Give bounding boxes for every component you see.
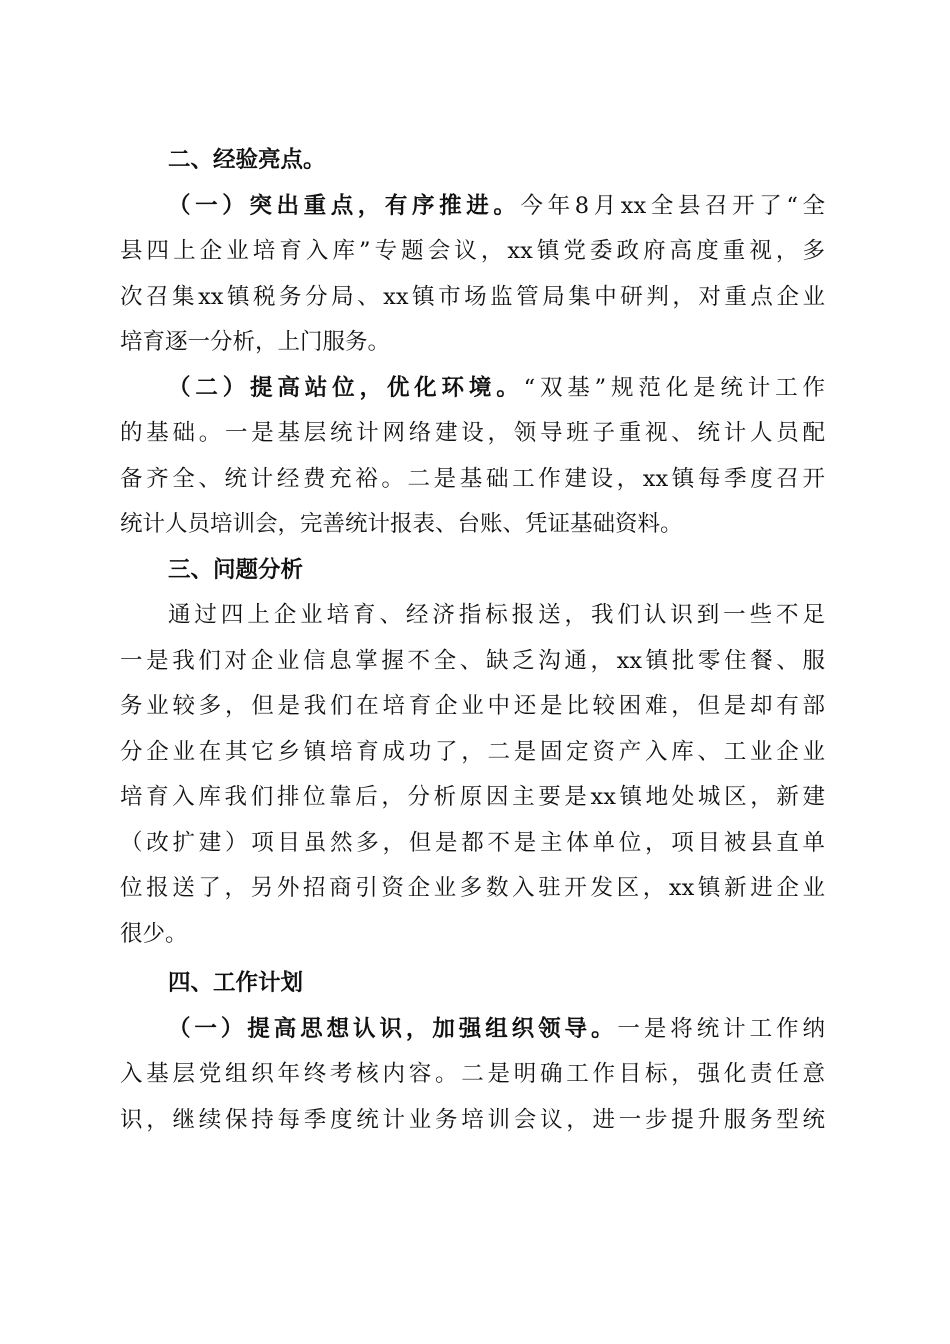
paragraph-line: 培育入库我们排位靠后，分析原因主要是xx镇地处城区，新建 [120,784,825,810]
paragraph-line: 县四上企业培育入库”专题会议，xx镇党委政府高度重视，多 [120,238,825,264]
paragraph-line: （改扩建）项目虽然多，但是都不是主体单位，项目被县直单 [120,829,825,856]
paragraph-line: 务业较多，但是我们在培育企业中还是比较困难，但是却有部 [120,693,825,719]
paragraph-text: “双基”规范化是统计工作 [523,374,825,401]
paragraph-line [120,184,825,230]
document-page [120,138,825,1143]
paragraph-text: 一是将统计工作纳 [617,1015,825,1042]
paragraph-line: 的基础。一是基层统计网络建设，领导班子重视、统计人员配 [120,420,825,446]
paragraph-line: 次召集xx镇税务分局、xx镇市场监管局集中研判，对重点企业 [120,283,825,310]
subsection-title: （二）提高站位，优化环境。 [168,374,524,401]
subsection-title: （一）提高思想认识，加强组织领导。 [168,1015,618,1042]
subsection-title: （一）突出重点，有序推进。 [168,192,521,219]
paragraph-line: 通过四上企业培育、经济指标报送，我们认识到一些不足 [168,602,825,628]
paragraph-line: 入基层党组织年终考核内容。二是明确工作目标，强化责任意 [120,1061,825,1087]
paragraph-line: 分企业在其它乡镇培育成功了，二是固定资产入库、工业企业 [120,738,825,765]
section-heading-problems: 三、问题分析 [168,556,304,583]
paragraph-line: 培育逐一分析，上门服务。 [120,329,391,355]
section-heading-plan: 四、工作计划 [168,970,304,996]
paragraph-line [120,366,825,412]
section-heading-experience: 二、经验亮点。 [168,147,326,173]
paragraph-line: 统计人员培训会，完善统计报表、台账、凭证基础资料。 [120,511,683,537]
paragraph-text: 今年8月xx全县召开了“全 [520,192,825,219]
paragraph-line: 识，继续保持每季度统计业务培训会议，进一步提升服务型统 [120,1106,825,1133]
paragraph-line [120,1007,825,1053]
paragraph-line: 很少。 [120,920,188,947]
paragraph-line: 一是我们对企业信息掌握不全、缺乏沟通，xx镇批零住餐、服 [120,647,825,674]
paragraph-line: 位报送了，另外招商引资企业多数入驻开发区，xx镇新进企业 [120,875,825,901]
paragraph-line: 备齐全、统计经费充裕。二是基础工作建设，xx镇每季度召开 [120,465,825,492]
